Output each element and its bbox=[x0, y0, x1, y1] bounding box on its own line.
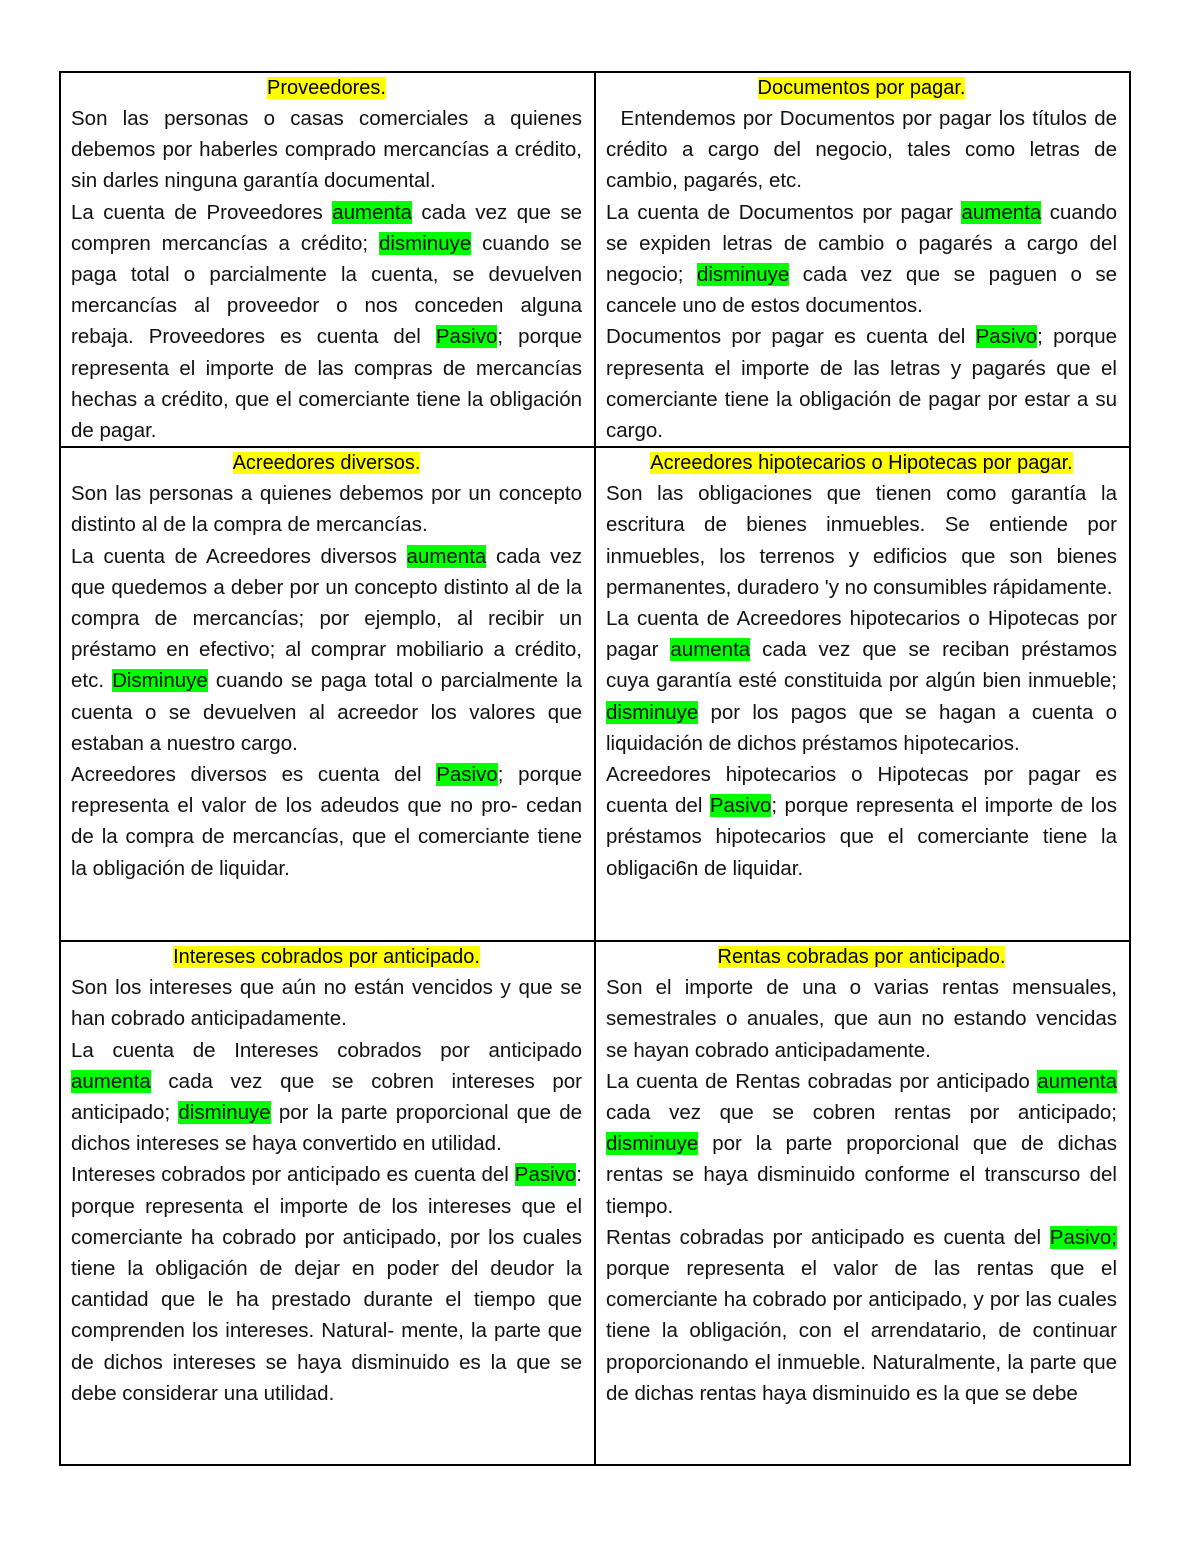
cell-title-text: Acreedores hipotecarios o Hipotecas por pagar. bbox=[650, 452, 1073, 475]
text-run: La cuenta de Acreedores diversos bbox=[71, 544, 407, 568]
cell-title bbox=[606, 448, 1117, 478]
text-run: La cuenta de Intereses cobrados por anticipado bbox=[71, 1038, 582, 1062]
text-run: cada vez que se compren mercancías a crédito; bbox=[71, 200, 582, 255]
highlighted-term: aumenta bbox=[961, 200, 1042, 224]
cell-paragraph bbox=[71, 541, 582, 759]
cell-title bbox=[606, 942, 1117, 972]
text-run: : porque representa el importe de los intereses que el comerciante ha cobrado por anticipado, por los cuales tiene la obligación de dejar en poder del deudor la cantidad que le ha prestado durante el tiempo que comprenden los intereses. Natural- mente, la parte que de dichos intereses se haya disminuido es la que se debe considerar una utilidad. bbox=[71, 1163, 582, 1405]
text-run: Son las personas a quienes debemos por un concepto distinto al de la compra de mercancías. bbox=[71, 482, 582, 537]
text-run: cada vez que quedemos a deber por un concepto distinto al de la compra de mercancías; por ejemplo, al recibir un préstamo en efectivo; al comprar mobiliario a crédito, etc. bbox=[71, 544, 583, 693]
cell-paragraph bbox=[606, 478, 1117, 603]
text-run: Acreedores diversos es cuenta del bbox=[71, 763, 437, 787]
cell-intereses-cobrados bbox=[60, 941, 595, 1465]
text-run: ; porque representa el valor de los adeudos que no pro- cedan de la compra de mercancías, que el comerciante tiene la obligación de liquidar. bbox=[71, 763, 582, 880]
cell-paragraph bbox=[606, 1222, 1117, 1409]
text-run: cada vez que se reciban préstamos cuya garantía esté constituida por algún bien inmueble; bbox=[606, 638, 1117, 693]
text-run: Son las obligaciones que tienen como garantía la escritura de bienes inmuebles. Se entiende por inmuebles, los terrenos y edificios que son bienes permanentes, duradero 'y no consumibles rápidamente. bbox=[606, 482, 1117, 599]
text-run: ; porque representa el importe de los préstamos hipotecarios que el comerciante tiene la obligaci6n de liquidar. bbox=[606, 794, 1117, 880]
cell-rentas-cobradas bbox=[595, 941, 1130, 1465]
text-run: por la parte proporcional que de dichas rentas se haya disminuido conforme el transcurso del tiempo. bbox=[606, 1132, 1117, 1218]
cell-paragraph bbox=[71, 1159, 582, 1409]
cell-paragraph bbox=[71, 197, 582, 447]
highlighted-term: disminuye bbox=[178, 1101, 271, 1125]
cell-title bbox=[71, 73, 582, 103]
highlighted-term: aumenta bbox=[332, 200, 412, 224]
text-run: Entendemos por Documentos por pagar los títulos de crédito a cargo del negocio, tales como letras de cambio, pagarés, etc. bbox=[606, 107, 1117, 193]
text-run: ; porque representa el importe de las letras y pagarés que el comerciante tiene la obligación de pagar por estar a su cargo. bbox=[606, 325, 1118, 443]
highlighted-term: Pasivo bbox=[436, 763, 498, 787]
cell-acreedores-diversos bbox=[60, 447, 595, 941]
cell-title-text: Rentas cobradas por anticipado. bbox=[717, 946, 1006, 969]
text-run: Son el importe de una o varias rentas mensuales, semestrales o anuales, que aun no estando vencidas se hayan cobrado anticipadamente. bbox=[606, 976, 1117, 1062]
highlighted-term: Pasivo; bbox=[1049, 1225, 1117, 1249]
highlighted-term: aumenta bbox=[406, 544, 487, 568]
cell-paragraph bbox=[606, 321, 1117, 446]
cell-paragraph bbox=[71, 1035, 582, 1160]
cell-paragraph bbox=[606, 103, 1117, 197]
cell-paragraph bbox=[606, 972, 1117, 1066]
highlighted-term: aumenta bbox=[71, 1069, 151, 1093]
cell-title-text: Proveedores. bbox=[267, 77, 386, 99]
highlighted-term: aumenta bbox=[1037, 1069, 1117, 1093]
highlighted-term: disminuye bbox=[606, 700, 699, 724]
text-run: cuando se expiden letras de cambio o pagarés a cargo del negocio; bbox=[606, 200, 1117, 287]
cell-paragraph bbox=[606, 759, 1117, 884]
cell-title-text: Acreedores diversos. bbox=[232, 452, 421, 475]
text-run: Rentas cobradas por anticipado es cuenta del bbox=[606, 1225, 1050, 1249]
text-run: Son las personas o casas comerciales a quienes debemos por haberles comprado mercancías a crédito, sin darles ninguna garantía documental. bbox=[71, 107, 582, 193]
highlighted-term: Pasivo bbox=[435, 325, 498, 349]
text-run: cada vez que se paguen o se cancele uno de estos documentos. bbox=[606, 263, 1117, 318]
cell-paragraph bbox=[71, 103, 582, 197]
text-run: por los pagos que se hagan a cuenta o liquidación de dichos préstamos hipotecarios. bbox=[606, 700, 1117, 755]
text-run: cuando se paga total o parcialmente la cuenta, se devuelven mercancías al proveedor o nos conceden alguna rebaja. Proveedores es cuenta del bbox=[71, 231, 582, 349]
cell-title bbox=[71, 448, 582, 478]
highlighted-term: Pasivo bbox=[975, 325, 1038, 349]
highlighted-term: disminuye bbox=[696, 263, 790, 287]
cell-paragraph bbox=[606, 1066, 1117, 1222]
cell-title-text: Documentos por pagar. bbox=[757, 77, 966, 99]
highlighted-term: Pasivo bbox=[709, 794, 772, 818]
highlighted-term: disminuye bbox=[606, 1132, 699, 1156]
text-run: por la parte proporcional que de dichos intereses se haya convertido en utilidad. bbox=[71, 1101, 582, 1156]
accounts-table bbox=[59, 71, 1131, 1466]
text-run: La cuenta de Rentas cobradas por anticipado bbox=[606, 1069, 1038, 1093]
highlighted-term: Pasivo bbox=[514, 1163, 577, 1187]
cell-title-text: Intereses cobrados por anticipado. bbox=[173, 946, 480, 969]
text-run: ; porque representa el importe de las compras de mercancías hechas a crédito, que el comerciante tiene la obligación de pagar. bbox=[71, 325, 582, 443]
cell-title bbox=[71, 942, 582, 972]
text-run: Intereses cobrados por anticipado es cuenta del bbox=[71, 1163, 515, 1187]
text-run: cada vez que se cobren intereses por anticipado; bbox=[71, 1069, 582, 1125]
text-run: Acreedores hipotecarios o Hipotecas por pagar es cuenta del bbox=[606, 763, 1117, 818]
highlighted-term: Disminuye bbox=[112, 669, 208, 693]
cell-proveedores bbox=[60, 72, 595, 447]
cell-paragraph bbox=[606, 603, 1117, 759]
cell-paragraph bbox=[606, 197, 1117, 322]
text-run: porque representa el valor de las rentas que el comerciante ha cobrado por anticipado, y por las cuales tiene la obligación, con el arrendatario, de continuar proporcionando el inmueble. Naturalmente, la parte que de dichas rentas haya disminuido es la que se debe bbox=[606, 1257, 1117, 1405]
cell-paragraph bbox=[71, 972, 582, 1034]
cell-paragraph bbox=[71, 478, 582, 540]
cell-paragraph bbox=[71, 759, 582, 884]
text-run: Son los intereses que aún no están vencidos y que se han cobrado anticipadamente. bbox=[71, 976, 582, 1031]
text-run: cada vez que se cobren rentas por anticipado; bbox=[606, 1101, 1117, 1125]
cell-title bbox=[606, 73, 1117, 103]
text-run: Documentos por pagar es cuenta del bbox=[606, 325, 976, 349]
highlighted-term: aumenta bbox=[670, 638, 751, 662]
cell-acreedores-hipotecarios bbox=[595, 447, 1130, 941]
text-run: La cuenta de Proveedores bbox=[71, 200, 333, 224]
highlighted-term: disminuye bbox=[378, 231, 472, 255]
text-run: La cuenta de Acreedores hipotecarios o Hipotecas por pagar bbox=[606, 607, 1117, 662]
text-run: La cuenta de Documentos por pagar bbox=[606, 200, 962, 224]
text-run: cuando se paga total o parcialmente la cuenta o se devuelven al acreedor los valores que estaban a nuestro cargo. bbox=[71, 669, 582, 755]
cell-documentos-por-pagar bbox=[595, 72, 1130, 447]
